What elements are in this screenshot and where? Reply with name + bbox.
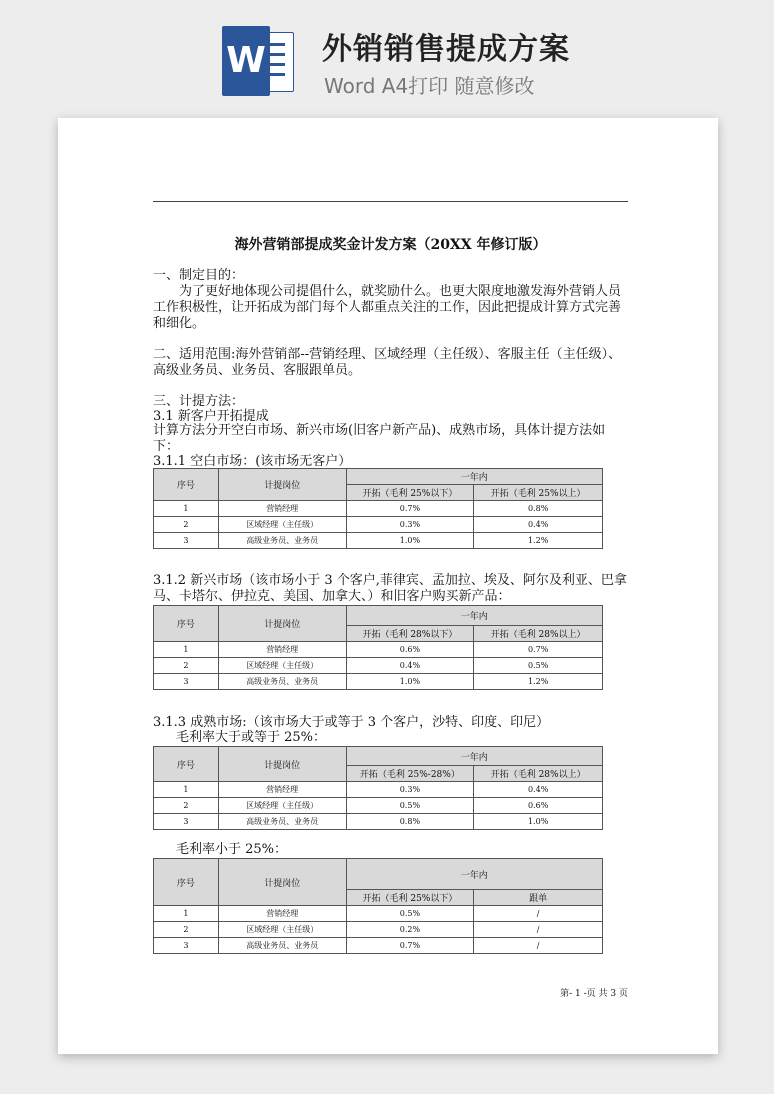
word-icon — [222, 26, 294, 96]
cell: 区域经理（主任级） — [218, 517, 346, 533]
cell: 1 — [154, 501, 219, 517]
sub-header: 开拓（毛利 25%以上） — [474, 485, 603, 501]
sub-header: 开拓（毛利 28%以上） — [474, 626, 603, 642]
cell: 3 — [154, 814, 219, 830]
section-3-1-2: 3.1.2 新兴市场（该市场小于 3 个客户,菲律宾、孟加拉、埃及、阿尔及利亚、巴拿马、卡塔尔、伊拉克、美国、加拿大、）和旧客户购买新产品： — [153, 573, 627, 604]
word-logo-letter: W — [222, 26, 270, 96]
table-row — [154, 642, 603, 658]
table-row — [154, 922, 603, 938]
cell: 0.6% — [346, 642, 474, 658]
margin-lt-25: 毛利率小于 25%： — [176, 842, 288, 857]
cell: 0.2% — [346, 922, 474, 938]
sub-header: 开拓（毛利 28%以上） — [474, 766, 603, 782]
section-3-1-3: 3.1.3 成熟市场:（该市场大于或等于 3 个客户，沙特、印度、印尼） — [153, 715, 550, 730]
cell: 营销经理 — [218, 906, 346, 922]
table-row — [154, 814, 603, 830]
section-3-heading: 三、计提方法： — [153, 394, 245, 409]
col-post-header: 计提岗位 — [218, 469, 346, 501]
doc-title: 海外营销部提成奖金计发方案（20XX 年修订版） — [234, 237, 547, 253]
sub-header: 跟单 — [474, 890, 603, 906]
table-mature-high — [153, 746, 603, 830]
cell: 1.0% — [474, 814, 603, 830]
col-span-header: 一年内 — [346, 469, 602, 485]
sub-header: 开拓（毛利 25%以下） — [346, 890, 474, 906]
table-row — [154, 906, 603, 922]
col-no-header: 序号 — [154, 859, 219, 906]
cell: 0.4% — [474, 517, 603, 533]
cell: 3 — [154, 938, 219, 954]
cell: 3 — [154, 533, 219, 549]
cell: 0.4% — [474, 782, 603, 798]
col-post-header: 计提岗位 — [218, 859, 346, 906]
cell: 2 — [154, 798, 219, 814]
cell: 2 — [154, 517, 219, 533]
col-no-header: 序号 — [154, 606, 219, 642]
table-row — [154, 938, 603, 954]
table-row — [154, 782, 603, 798]
cell: 1 — [154, 782, 219, 798]
cell: 1 — [154, 642, 219, 658]
cell: 高级业务员、业务员 — [218, 938, 346, 954]
cell: 1.2% — [474, 674, 603, 690]
cell: 1.0% — [346, 533, 474, 549]
sub-header: 开拓（毛利 25%以下） — [346, 485, 474, 501]
cell: 区域经理（主任级） — [218, 922, 346, 938]
cell: 高级业务员、业务员 — [218, 814, 346, 830]
col-post-header: 计提岗位 — [218, 747, 346, 782]
cell: 1 — [154, 906, 219, 922]
table-row — [154, 674, 603, 690]
table-emerging-market — [153, 605, 603, 690]
table-mature-low — [153, 858, 603, 954]
table-row — [154, 533, 603, 549]
table-row — [154, 517, 603, 533]
banner-title: 外销销售提成方案 — [322, 32, 570, 67]
cell: 区域经理（主任级） — [218, 658, 346, 674]
cell: 高级业务员、业务员 — [218, 674, 346, 690]
cell: 0.7% — [346, 501, 474, 517]
cell: 0.5% — [474, 658, 603, 674]
cell: 0.3% — [346, 517, 474, 533]
col-span-header: 一年内 — [346, 747, 603, 766]
document-page — [58, 118, 718, 1054]
cell: / — [474, 922, 603, 938]
col-span-header: 一年内 — [346, 859, 602, 890]
table-row — [154, 658, 603, 674]
section-2: 二、适用范围:海外营销部--营销经理、区域经理（主任级）、客服主任（主任级）、高级业务员、业务员、客服跟单员。 — [153, 347, 622, 378]
banner — [0, 0, 774, 110]
section-3-1-body: 计算方法分开空白市场、新兴市场(旧客户新产品)、成熟市场，具体计提方法如下： — [153, 423, 606, 454]
cell: 1.2% — [474, 533, 603, 549]
cell: 0.6% — [474, 798, 603, 814]
table-blank-market — [153, 468, 603, 549]
sub-header: 开拓（毛利 25%-28%） — [346, 766, 474, 782]
cell: 1.0% — [346, 674, 474, 690]
cell: 0.8% — [474, 501, 603, 517]
sub-header: 开拓（毛利 28%以下） — [346, 626, 474, 642]
margin-ge-25: 毛利率大于或等于 25%： — [176, 730, 327, 745]
cell: 0.5% — [346, 798, 474, 814]
cell: 0.7% — [474, 642, 603, 658]
cell: 2 — [154, 658, 219, 674]
cell: 0.5% — [346, 906, 474, 922]
col-no-header: 序号 — [154, 747, 219, 782]
cell: 营销经理 — [218, 782, 346, 798]
page-footer: 第- 1 -页 共 3 页 — [560, 989, 628, 999]
header-rule — [153, 201, 628, 202]
cell: 0.4% — [346, 658, 474, 674]
cell: 3 — [154, 674, 219, 690]
cell: 营销经理 — [218, 642, 346, 658]
section-3-1-1: 3.1.1 空白市场：(该市场无客户） — [153, 454, 352, 469]
cell: 0.8% — [346, 814, 474, 830]
section-1-body: 为了更好地体现公司提倡什么，就奖励什么。也更大限度地激发海外营销人员工作积极性，让开拓成为部门每个人都重点关注的工作，因此把提成计算方式完善和细化。 — [153, 284, 622, 331]
col-no-header: 序号 — [154, 469, 219, 501]
cell: 区域经理（主任级） — [218, 798, 346, 814]
table-row — [154, 798, 603, 814]
col-post-header: 计提岗位 — [218, 606, 346, 642]
cell: / — [474, 906, 603, 922]
cell: 0.7% — [346, 938, 474, 954]
banner-subtitle: Word A4打印 随意修改 — [324, 74, 535, 98]
cell: 高级业务员、业务员 — [218, 533, 346, 549]
cell: 2 — [154, 922, 219, 938]
col-span-header: 一年内 — [346, 606, 602, 626]
section-3-1: 3.1 新客户开拓提成 — [153, 409, 269, 424]
cell: 营销经理 — [218, 501, 346, 517]
section-1-heading: 一、制定目的： — [153, 268, 245, 283]
cell: 0.3% — [346, 782, 474, 798]
table-row — [154, 501, 603, 517]
cell: / — [474, 938, 603, 954]
